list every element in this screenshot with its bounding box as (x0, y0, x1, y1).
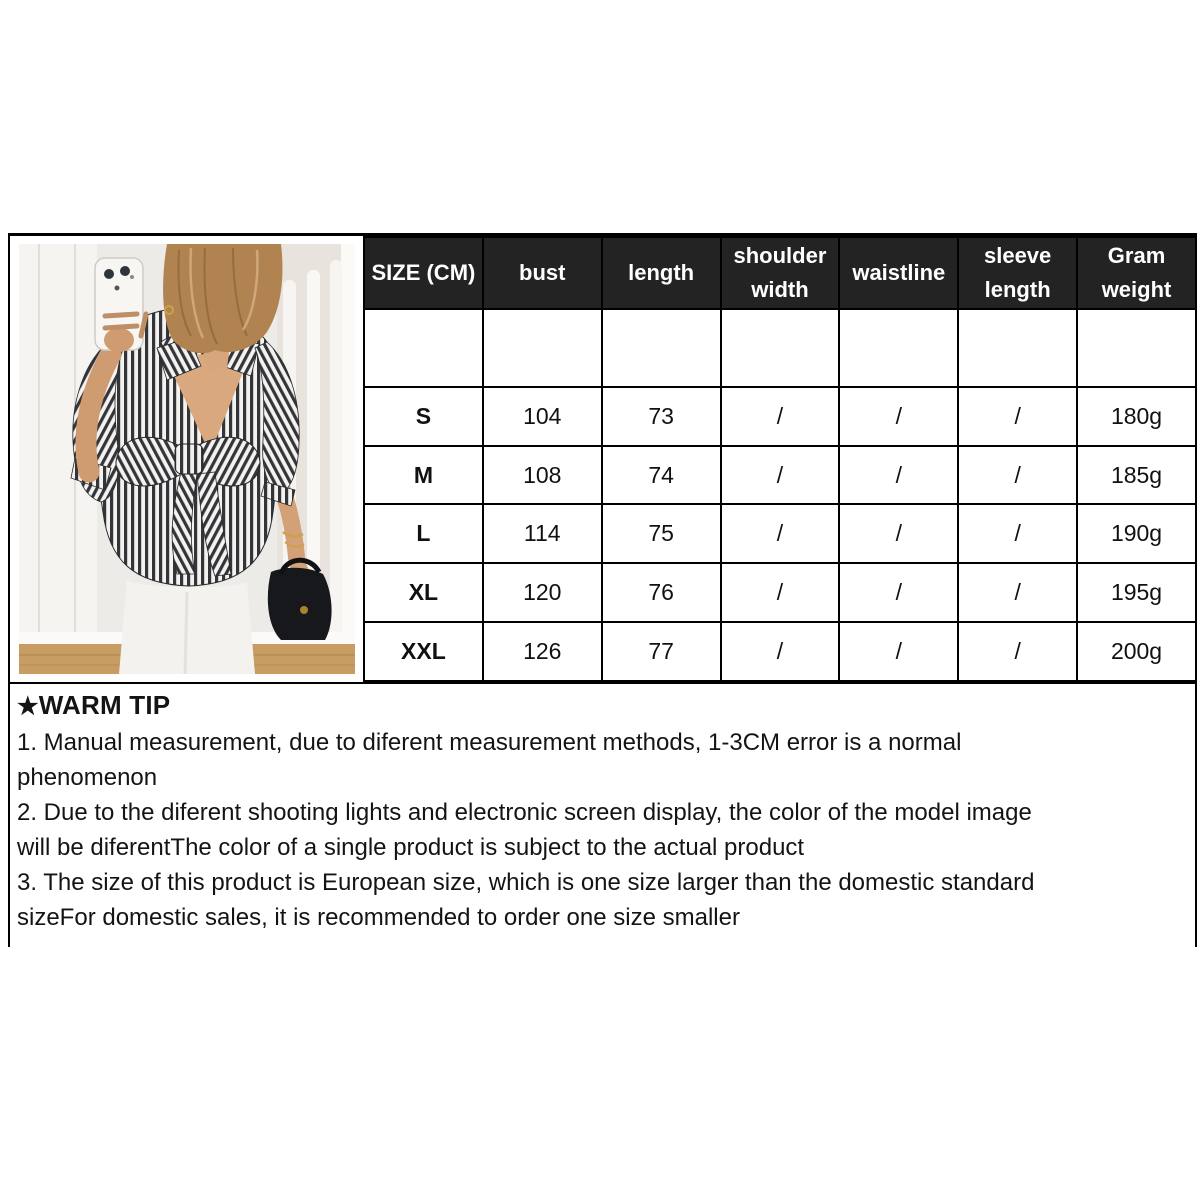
size-label: XXL (364, 622, 483, 681)
tip-line-1: 1. Manual measurement, due to diferent measurement methods, 1-3CM error is a normal (17, 729, 962, 756)
header-waistline: waistline (839, 237, 958, 309)
spacer-cell (483, 309, 602, 387)
warm-tip-title (17, 687, 1191, 725)
size-table-header-row (364, 237, 1196, 309)
bust-value: 120 (483, 563, 602, 622)
shoulder-width-value: / (721, 446, 840, 505)
shoulder-width-value: / (721, 504, 840, 563)
gram-weight-value: 200g (1077, 622, 1196, 681)
header-gram-weight: Gram weight (1077, 237, 1196, 309)
warm-tip-title-text: WARM TIP (38, 690, 171, 720)
bust-value: 126 (483, 622, 602, 681)
bust-value: 114 (483, 504, 602, 563)
size-row-s (364, 387, 1196, 446)
tip-line-1b: phenomenon (17, 764, 158, 791)
product-photo (10, 236, 363, 682)
size-label: XL (364, 563, 483, 622)
spacer-cell (958, 309, 1077, 387)
bust-value: 104 (483, 387, 602, 446)
size-label: S (364, 387, 483, 446)
gram-weight-value: 195g (1077, 563, 1196, 622)
length-value: 73 (602, 387, 721, 446)
size-row-m (364, 446, 1196, 505)
length-value: 76 (602, 563, 721, 622)
size-row-xxl (364, 622, 1196, 681)
spacer-cell (721, 309, 840, 387)
tip-line-2b: will be diferentThe color of a single product is subject to the actual product (17, 834, 805, 861)
length-value: 75 (602, 504, 721, 563)
length-value: 77 (602, 622, 721, 681)
bust-value: 108 (483, 446, 602, 505)
top-row (10, 236, 1197, 682)
size-row-xl (364, 563, 1196, 622)
header-bust: bust (483, 237, 602, 309)
warm-tip-section (10, 682, 1197, 947)
size-label: L (364, 504, 483, 563)
spacer-cell (1077, 309, 1196, 387)
shoulder-width-value: / (721, 563, 840, 622)
tip-line-3b: sizeFor domestic sales, it is recommended to order one size smaller (17, 904, 740, 931)
spacer-cell (364, 309, 483, 387)
size-row-l (364, 504, 1196, 563)
sleeve-length-value: / (958, 446, 1077, 505)
gram-weight-value: 185g (1077, 446, 1196, 505)
waistline-value: / (839, 622, 958, 681)
spacer-row (364, 309, 1196, 387)
size-table (363, 236, 1197, 682)
sleeve-length-value: / (958, 622, 1077, 681)
shoulder-width-value: / (721, 622, 840, 681)
sleeve-length-value: / (958, 504, 1077, 563)
header-sleeve-length: sleeve length (958, 237, 1077, 309)
spacer-cell (839, 309, 958, 387)
tip-line-3: 3. The size of this product is European size, which is one size larger than the domestic standard (17, 869, 1035, 896)
waistline-value: / (839, 504, 958, 563)
sleeve-length-value: / (958, 387, 1077, 446)
tip-line-2: 2. Due to the diferent shooting lights and electronic screen display, the color of the model image (17, 799, 1032, 826)
waistline-value: / (839, 563, 958, 622)
size-chart-sheet (8, 233, 1197, 947)
spacer-cell (602, 309, 721, 387)
sleeve-length-value: / (958, 563, 1077, 622)
header-length: length (602, 237, 721, 309)
star-icon: ★ (17, 693, 39, 720)
length-value: 74 (602, 446, 721, 505)
waistline-value: / (839, 387, 958, 446)
product-photo-illustration (19, 244, 355, 674)
header-shoulder-width: shoulder width (721, 237, 840, 309)
size-label: M (364, 446, 483, 505)
gram-weight-value: 180g (1077, 387, 1196, 446)
waistline-value: / (839, 446, 958, 505)
shoulder-width-value: / (721, 387, 840, 446)
header-size-cm: SIZE (CM) (364, 237, 483, 309)
gram-weight-value: 190g (1077, 504, 1196, 563)
